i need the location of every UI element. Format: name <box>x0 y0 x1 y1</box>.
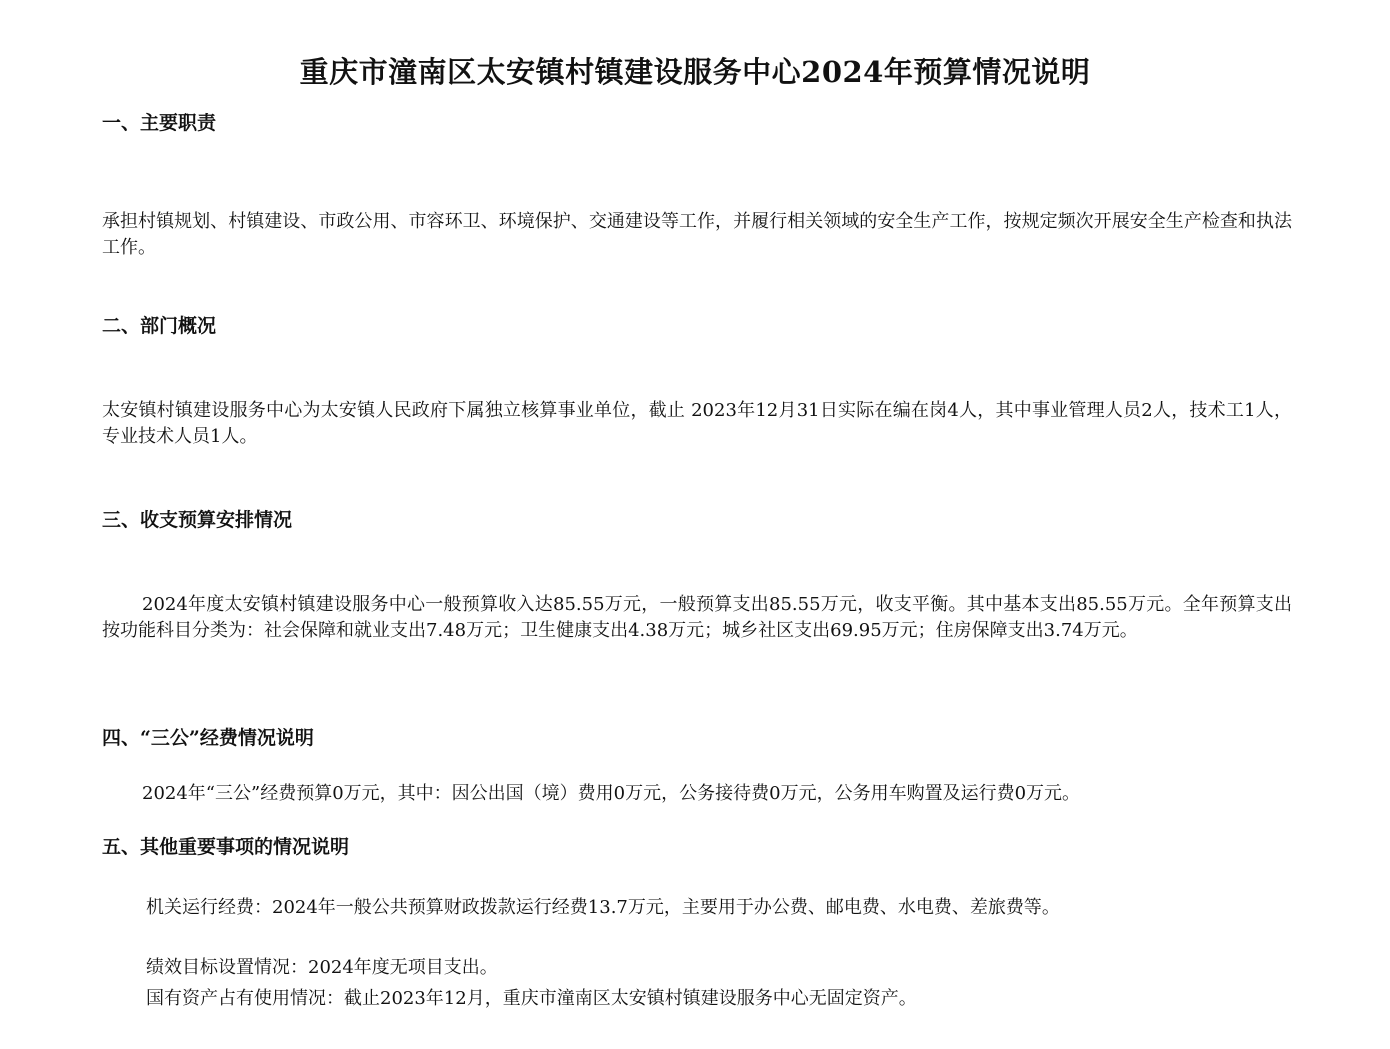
section-paragraph-three-public: 2024年“三公”经费预算0万元，其中：因公出国（境）费用0万元，公务接待费0万元，公务用车购置及运行费0万元。 <box>142 783 1081 804</box>
section-heading-other-matters: 五、其他重要事项的情况说明 <box>102 836 350 858</box>
section-paragraph-duties: 承担村镇规划、村镇建设、市政公用、市容环卫、环境保护、交通建设等工作，并履行相关领域的安全生产工作，按规定频次开展安全生产检查和执法工作。 <box>102 211 1292 258</box>
section-paragraph-budget: 2024年度太安镇村镇建设服务中心一般预算收入达85.55万元，一般预算支出85.55万元，收支平衡。其中基本支出85.55万元。全年预算支出按功能科目分类为：社会保障和就业支出7.48万元；卫生健康支出4.38万元；城乡社区支出69.95万元；住房保障支出3.74万元。 <box>102 594 1292 641</box>
section-heading-overview: 二、部门概况 <box>102 315 217 337</box>
section-heading-budget: 三、收支预算安排情况 <box>102 509 293 531</box>
section-paragraph-performance-targets: 绩效目标设置情况：2024年度无项目支出。 <box>146 957 498 978</box>
section-paragraph-operating-funds: 机关运行经费：2024年一般公共预算财政拨款运行经费13.7万元，主要用于办公费、邮电费、水电费、差旅费等。 <box>146 897 1060 918</box>
document-title: 重庆市潼南区太安镇村镇建设服务中心2024年预算情况说明 <box>299 55 1091 89</box>
section-paragraph-state-assets: 国有资产占有使用情况：截止2023年12月，重庆市潼南区太安镇村镇建设服务中心无固定资产。 <box>146 988 917 1009</box>
section-heading-three-public: 四、“三公”经费情况说明 <box>102 727 314 749</box>
section-paragraph-overview: 太安镇村镇建设服务中心为太安镇人民政府下属独立核算事业单位，截止 2023年12月31日实际在编在岗4人，其中事业管理人员2人，技术工1人，专业技术人员1人。 <box>102 400 1292 447</box>
section-heading-duties: 一、主要职责 <box>102 112 217 134</box>
